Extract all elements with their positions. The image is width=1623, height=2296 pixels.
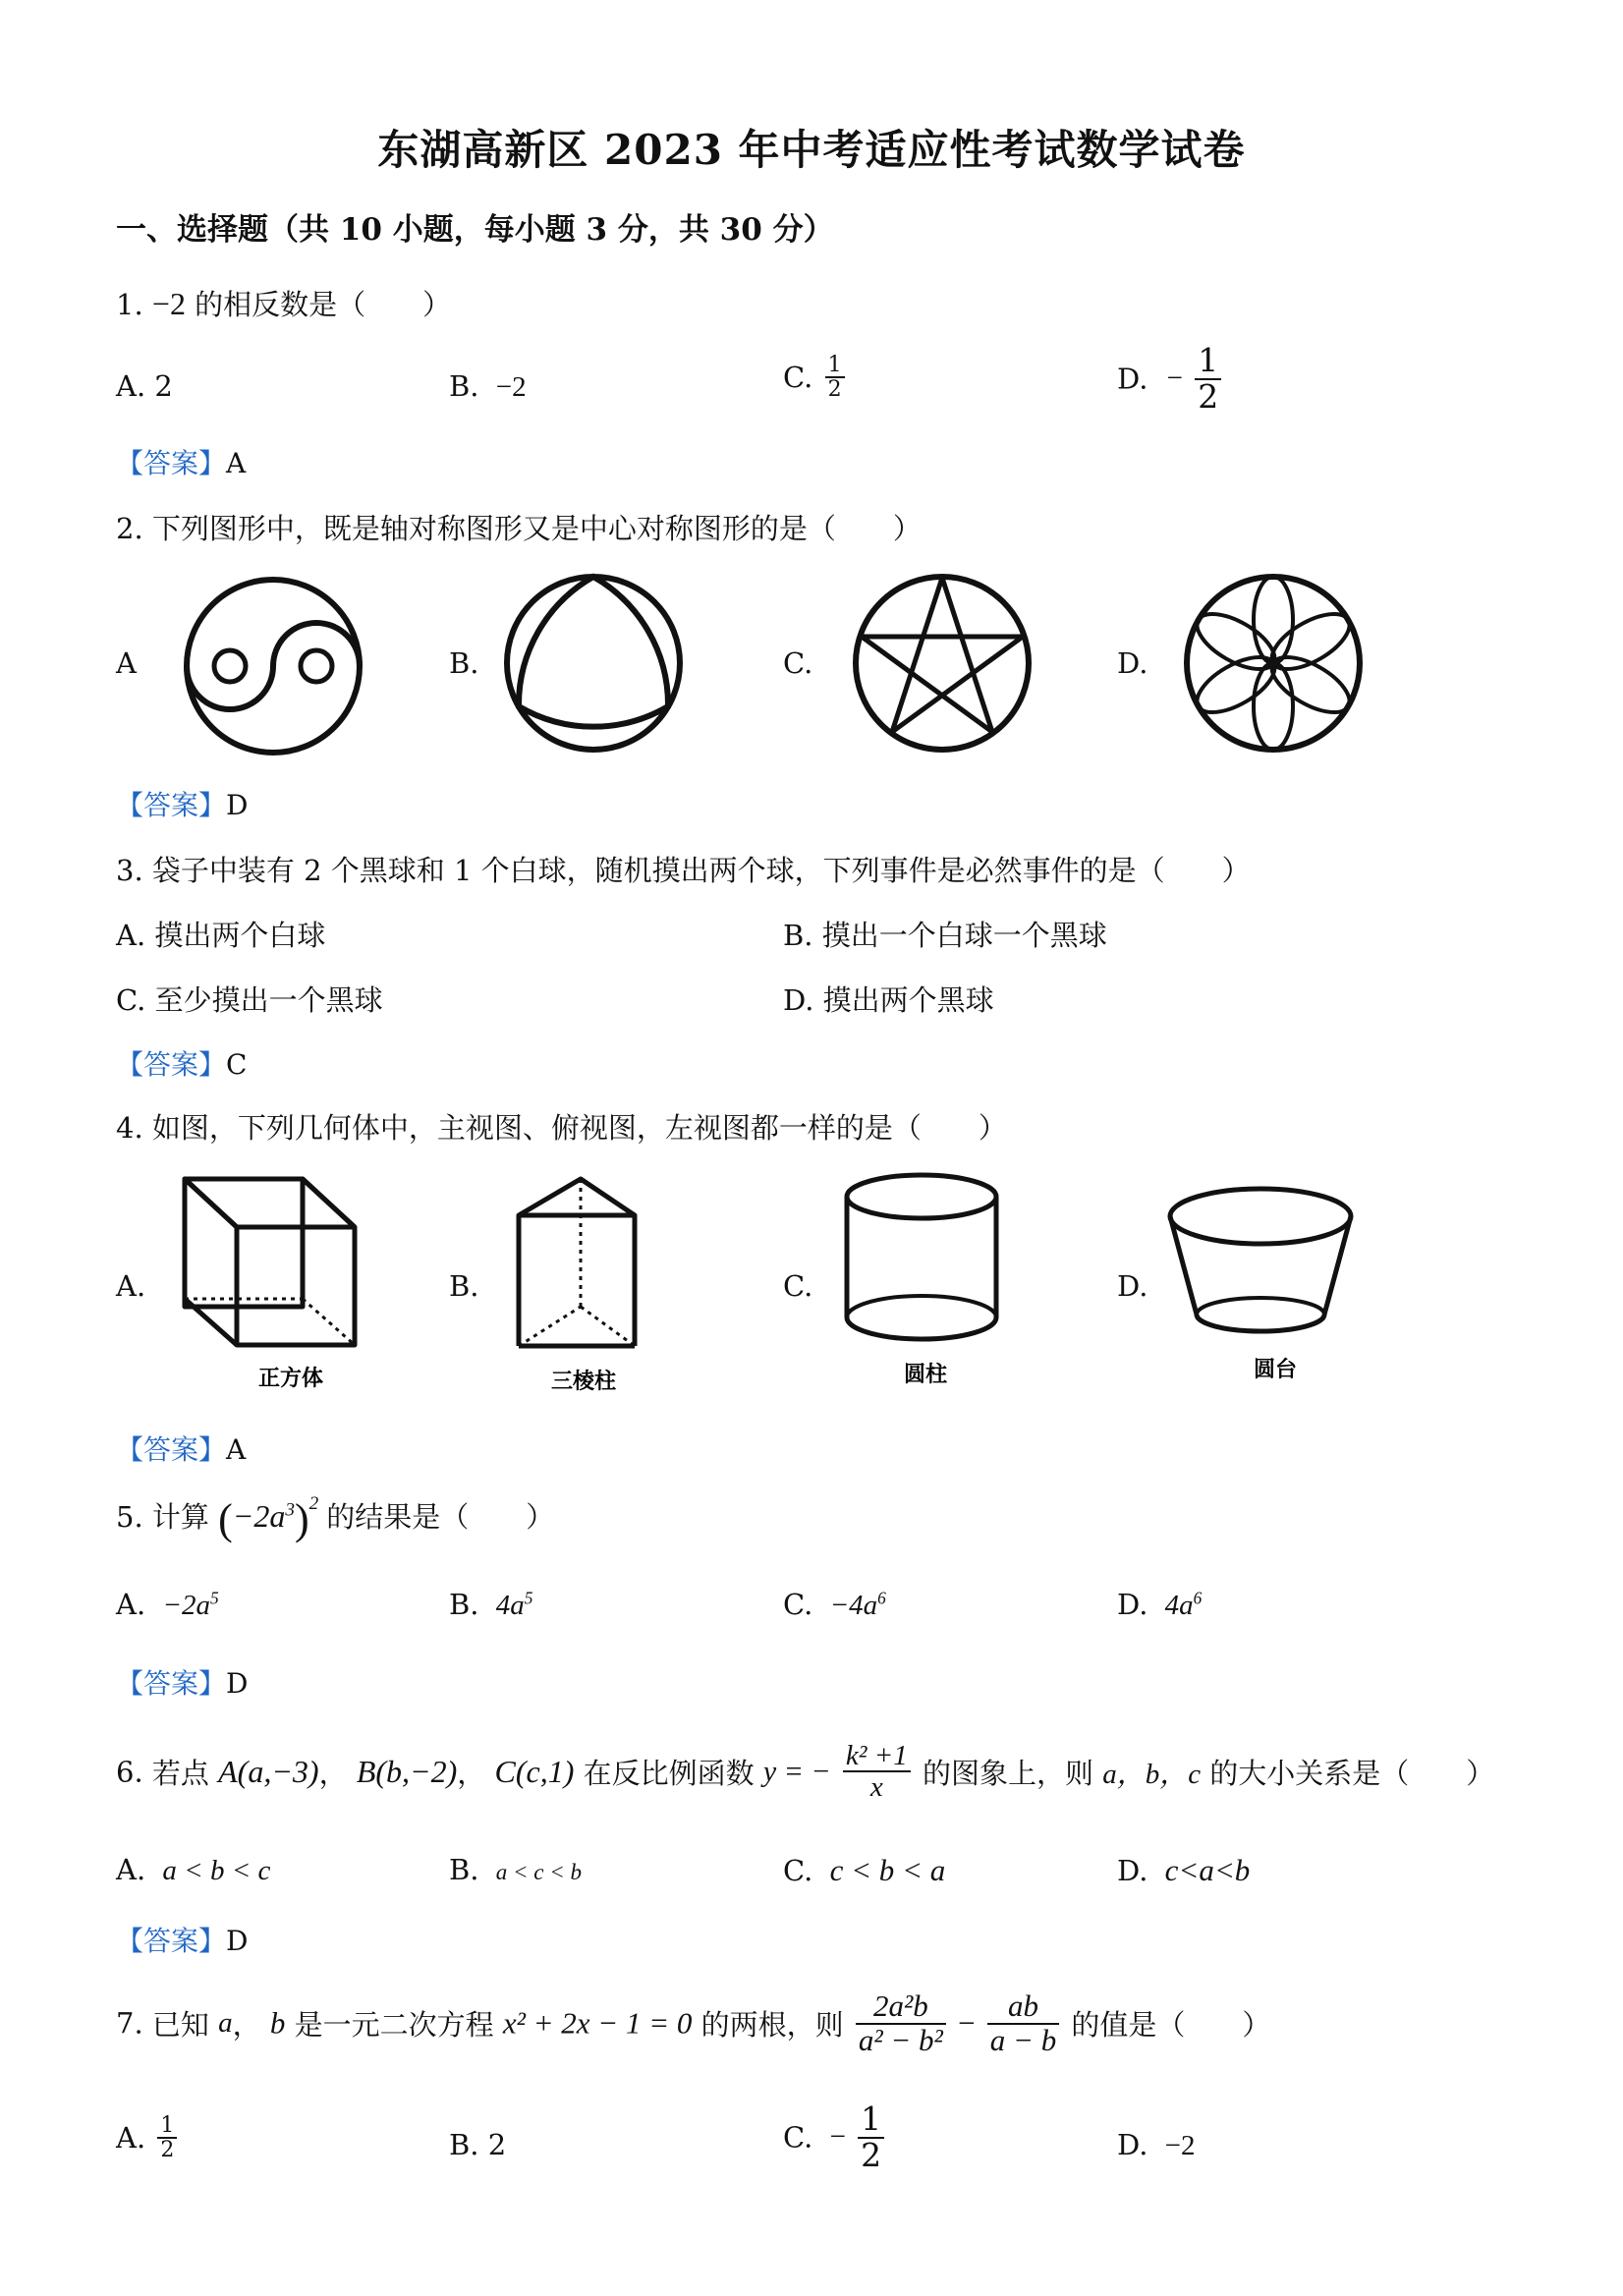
denominator: a − b (989, 2022, 1057, 2057)
numerator: k² +1 (843, 1741, 911, 1772)
q5-stem-post: 的结果是（ ） (326, 1500, 555, 1534)
option-value: −2a (162, 1590, 210, 1621)
function-fraction (843, 1741, 911, 1803)
q3-stem: 袋子中装有 2 个黑球和 1 个白球，随机摸出两个球，下列事件是必然事件的是（ ） (151, 854, 1251, 887)
fraction (157, 2114, 177, 2161)
answer-label: 答案 (143, 1433, 199, 1466)
exponent: 6 (1193, 1588, 1203, 1608)
q2-option-a-label: A (116, 646, 137, 680)
question-7 (116, 1990, 1270, 2056)
q4-option-b-label: B. (449, 1269, 479, 1303)
numerator: 1 (1195, 344, 1221, 380)
cube-figure (175, 1171, 371, 1397)
fraction-1 (856, 1990, 946, 2056)
q5-expression: $(-2a^3)^2$ (218, 1493, 319, 1544)
q4-answer: 【答案】A (116, 1433, 247, 1466)
minus-sign: − (958, 2005, 976, 2041)
frustum-figure (1167, 1182, 1359, 1398)
q6-variables: a，b，c (1102, 1758, 1202, 1790)
fraction (858, 2102, 884, 2172)
answer-value: D (226, 1925, 249, 1957)
option-value: c<a<b (1164, 1853, 1251, 1887)
page-title: 东湖高新区 2023 年中考适应性考试数学试卷 (377, 126, 1246, 174)
separator: ， (232, 2008, 261, 2043)
answer-label: 答案 (143, 447, 199, 479)
option-label: C. (783, 361, 813, 395)
option-label: D. (1117, 1588, 1148, 1621)
q5-stem-pre: 计算 (151, 1500, 209, 1534)
question-4 (116, 1106, 1007, 1147)
fraction (1195, 341, 1221, 416)
q7-option-a (116, 2114, 180, 2161)
q7-option-b: B. 2 (449, 2128, 507, 2161)
question-5 (116, 1493, 554, 1544)
answer-value: A (226, 1433, 247, 1466)
question-number: 5. (116, 1500, 143, 1534)
answer-label: 答案 (143, 789, 199, 821)
q5-option-c (783, 1588, 886, 1622)
q5-inner-exponent: 3 (285, 1499, 295, 1521)
minus-sign: − (1166, 363, 1184, 395)
option-value: −2 (1164, 2130, 1196, 2161)
caption-cube: 正方体 (257, 1367, 324, 1391)
q3-option-d: D. 摸出两个黑球 (783, 983, 994, 1017)
question-1 (116, 283, 451, 323)
q7-option-c (783, 2102, 887, 2172)
denominator: 2 (160, 2138, 175, 2163)
denominator: 2 (861, 2135, 882, 2174)
answer-value: A (226, 447, 247, 479)
function-lhs: y = − (762, 1755, 831, 1788)
variable-a: a (218, 2007, 233, 2040)
q4-stem: 如图，下列几何体中，主视图、俯视图，左视图都一样的是（ ） (151, 1111, 1007, 1145)
q1-option-c (783, 354, 848, 401)
numerator: 1 (825, 354, 845, 378)
q2-answer: 【答案】D (116, 789, 249, 821)
question-number: 4. (116, 1111, 143, 1145)
q7-stem-mid: 是一元二次方程 (294, 2008, 494, 2043)
caption-triangular-prism: 三棱柱 (550, 1370, 617, 1394)
reuleaux-triangle-figure (500, 570, 687, 756)
q6-option-c (783, 1853, 945, 1888)
option-value: 4a (495, 1590, 525, 1621)
q1-option-d (1117, 341, 1224, 416)
variable-b: b (269, 2005, 286, 2041)
six-petal-flower-figure (1180, 570, 1367, 756)
q3-option-c: C. 至少摸出一个黑球 (116, 983, 383, 1017)
q5-outer-exponent: 2 (308, 1493, 319, 1514)
option-label: D. (1117, 2128, 1148, 2161)
answer-label: 答案 (143, 1925, 199, 1957)
q3-answer: 【答案】C (116, 1048, 248, 1081)
q3-option-b: B. 摸出一个白球一个黑球 (783, 919, 1107, 952)
numerator: 1 (858, 2102, 884, 2139)
answer-label: 答案 (143, 1048, 199, 1081)
option-label: B. (449, 1853, 479, 1886)
q6-option-d (1117, 1853, 1250, 1888)
option-label: A. (116, 1588, 146, 1621)
question-number: 1. (116, 288, 143, 321)
question-number: 2. (116, 512, 143, 545)
option-label: C. (783, 1588, 813, 1621)
q2-option-b-label: B. (449, 646, 479, 680)
fraction (825, 354, 845, 401)
option-value: c < b < a (829, 1853, 946, 1887)
q3-option-a: A. 摸出两个白球 (116, 919, 326, 952)
exponent: 5 (524, 1588, 533, 1608)
pentagram-figure (849, 570, 1035, 756)
question-number: 7. (116, 2006, 143, 2041)
separator: ， (318, 1756, 348, 1790)
denominator: 2 (827, 377, 842, 403)
denominator: a² − b² (858, 2022, 943, 2057)
numerator: 2a²b (856, 1990, 946, 2025)
option-value: a < b < c (162, 1855, 271, 1886)
q1-option-b (449, 369, 527, 404)
answer-value: D (226, 789, 249, 821)
q6-option-b (449, 1853, 582, 1886)
q2-option-c-label: C. (783, 646, 813, 680)
option-label: C. (783, 1854, 813, 1887)
numerator: ab (987, 1990, 1059, 2025)
q1-option-a: A. 2 (116, 369, 173, 403)
q1-answer: 【答案】A (116, 447, 247, 479)
option-value: a < c < b (495, 1860, 582, 1884)
point-c: C(c,1) (494, 1753, 575, 1789)
q5-base: −2a (232, 1498, 286, 1534)
q5-option-b (449, 1588, 532, 1622)
q4-option-c-label: C. (783, 1269, 813, 1303)
option-label: C. (783, 2120, 813, 2155)
q2-stem: 下列图形中，既是轴对称图形又是中心对称图形的是（ ） (151, 512, 922, 545)
caption-frustum: 圆台 (1253, 1358, 1298, 1382)
question-2 (116, 507, 922, 547)
answer-value: C (226, 1048, 248, 1081)
fraction-2 (987, 1990, 1059, 2056)
q7-stem-end: 的值是（ ） (1071, 2008, 1271, 2043)
q6-stem-mid: 在反比例函数 (583, 1756, 755, 1790)
q6-stem-end: 的大小关系是（ ） (1209, 1756, 1495, 1790)
option-label: A. (116, 2121, 146, 2156)
question-6 (116, 1741, 1494, 1803)
exponent: 6 (877, 1588, 886, 1608)
exponent: 5 (209, 1588, 219, 1608)
q6-option-a (116, 1853, 270, 1887)
q5-answer: 【答案】D (116, 1667, 249, 1700)
q5-option-a (116, 1588, 219, 1622)
question-number: 3. (116, 854, 143, 887)
minus-sign: − (829, 2121, 846, 2154)
option-label: B. (449, 369, 479, 403)
question-number: 6. (116, 1755, 143, 1789)
caption-cylinder: 圆柱 (903, 1363, 948, 1387)
denominator: x (869, 1771, 883, 1804)
denominator: 2 (1198, 376, 1219, 416)
q7-stem-mid2: 的两根，则 (700, 2008, 844, 2043)
q6-answer: 【答案】D (116, 1925, 249, 1957)
point-b: B(b,−2) (356, 1753, 458, 1789)
question-3 (116, 849, 1251, 889)
q4-option-a-label: A. (116, 1269, 146, 1303)
option-value: −4a (829, 1590, 878, 1621)
answer-label: 答案 (143, 1667, 199, 1700)
option-label: D. (1117, 362, 1148, 396)
point-a: A(a,−3) (218, 1753, 319, 1789)
q1-expression: −2 (151, 286, 186, 321)
section-heading: 一、选择题（共 10 小题，每小题 3 分，共 30 分） (116, 212, 834, 248)
q6-stem-pre: 若点 (151, 1756, 209, 1790)
option-label: B. (449, 1588, 479, 1621)
answer-value: D (226, 1667, 249, 1700)
option-value: −2 (495, 371, 527, 403)
q1-stem: 的相反数是（ ） (195, 288, 452, 321)
q2-option-d-label: D. (1117, 646, 1148, 680)
option-label: A. (116, 1853, 146, 1886)
triangular-prism-figure (509, 1174, 646, 1400)
yin-yang-figure (180, 573, 366, 759)
q6-stem-post: 的图象上，则 (922, 1756, 1093, 1790)
option-value: 4a (1164, 1590, 1194, 1621)
separator: ， (457, 1756, 486, 1790)
cylinder-figure (835, 1167, 1012, 1398)
option-label: D. (1117, 1854, 1148, 1887)
q5-option-d (1117, 1588, 1202, 1622)
q4-option-d-label: D. (1117, 1269, 1148, 1303)
q7-option-d (1117, 2128, 1196, 2162)
numerator: 1 (157, 2114, 177, 2139)
q7-equation: x² + 2x − 1 = 0 (502, 2005, 693, 2041)
q7-stem-pre: 已知 (151, 2008, 209, 2043)
